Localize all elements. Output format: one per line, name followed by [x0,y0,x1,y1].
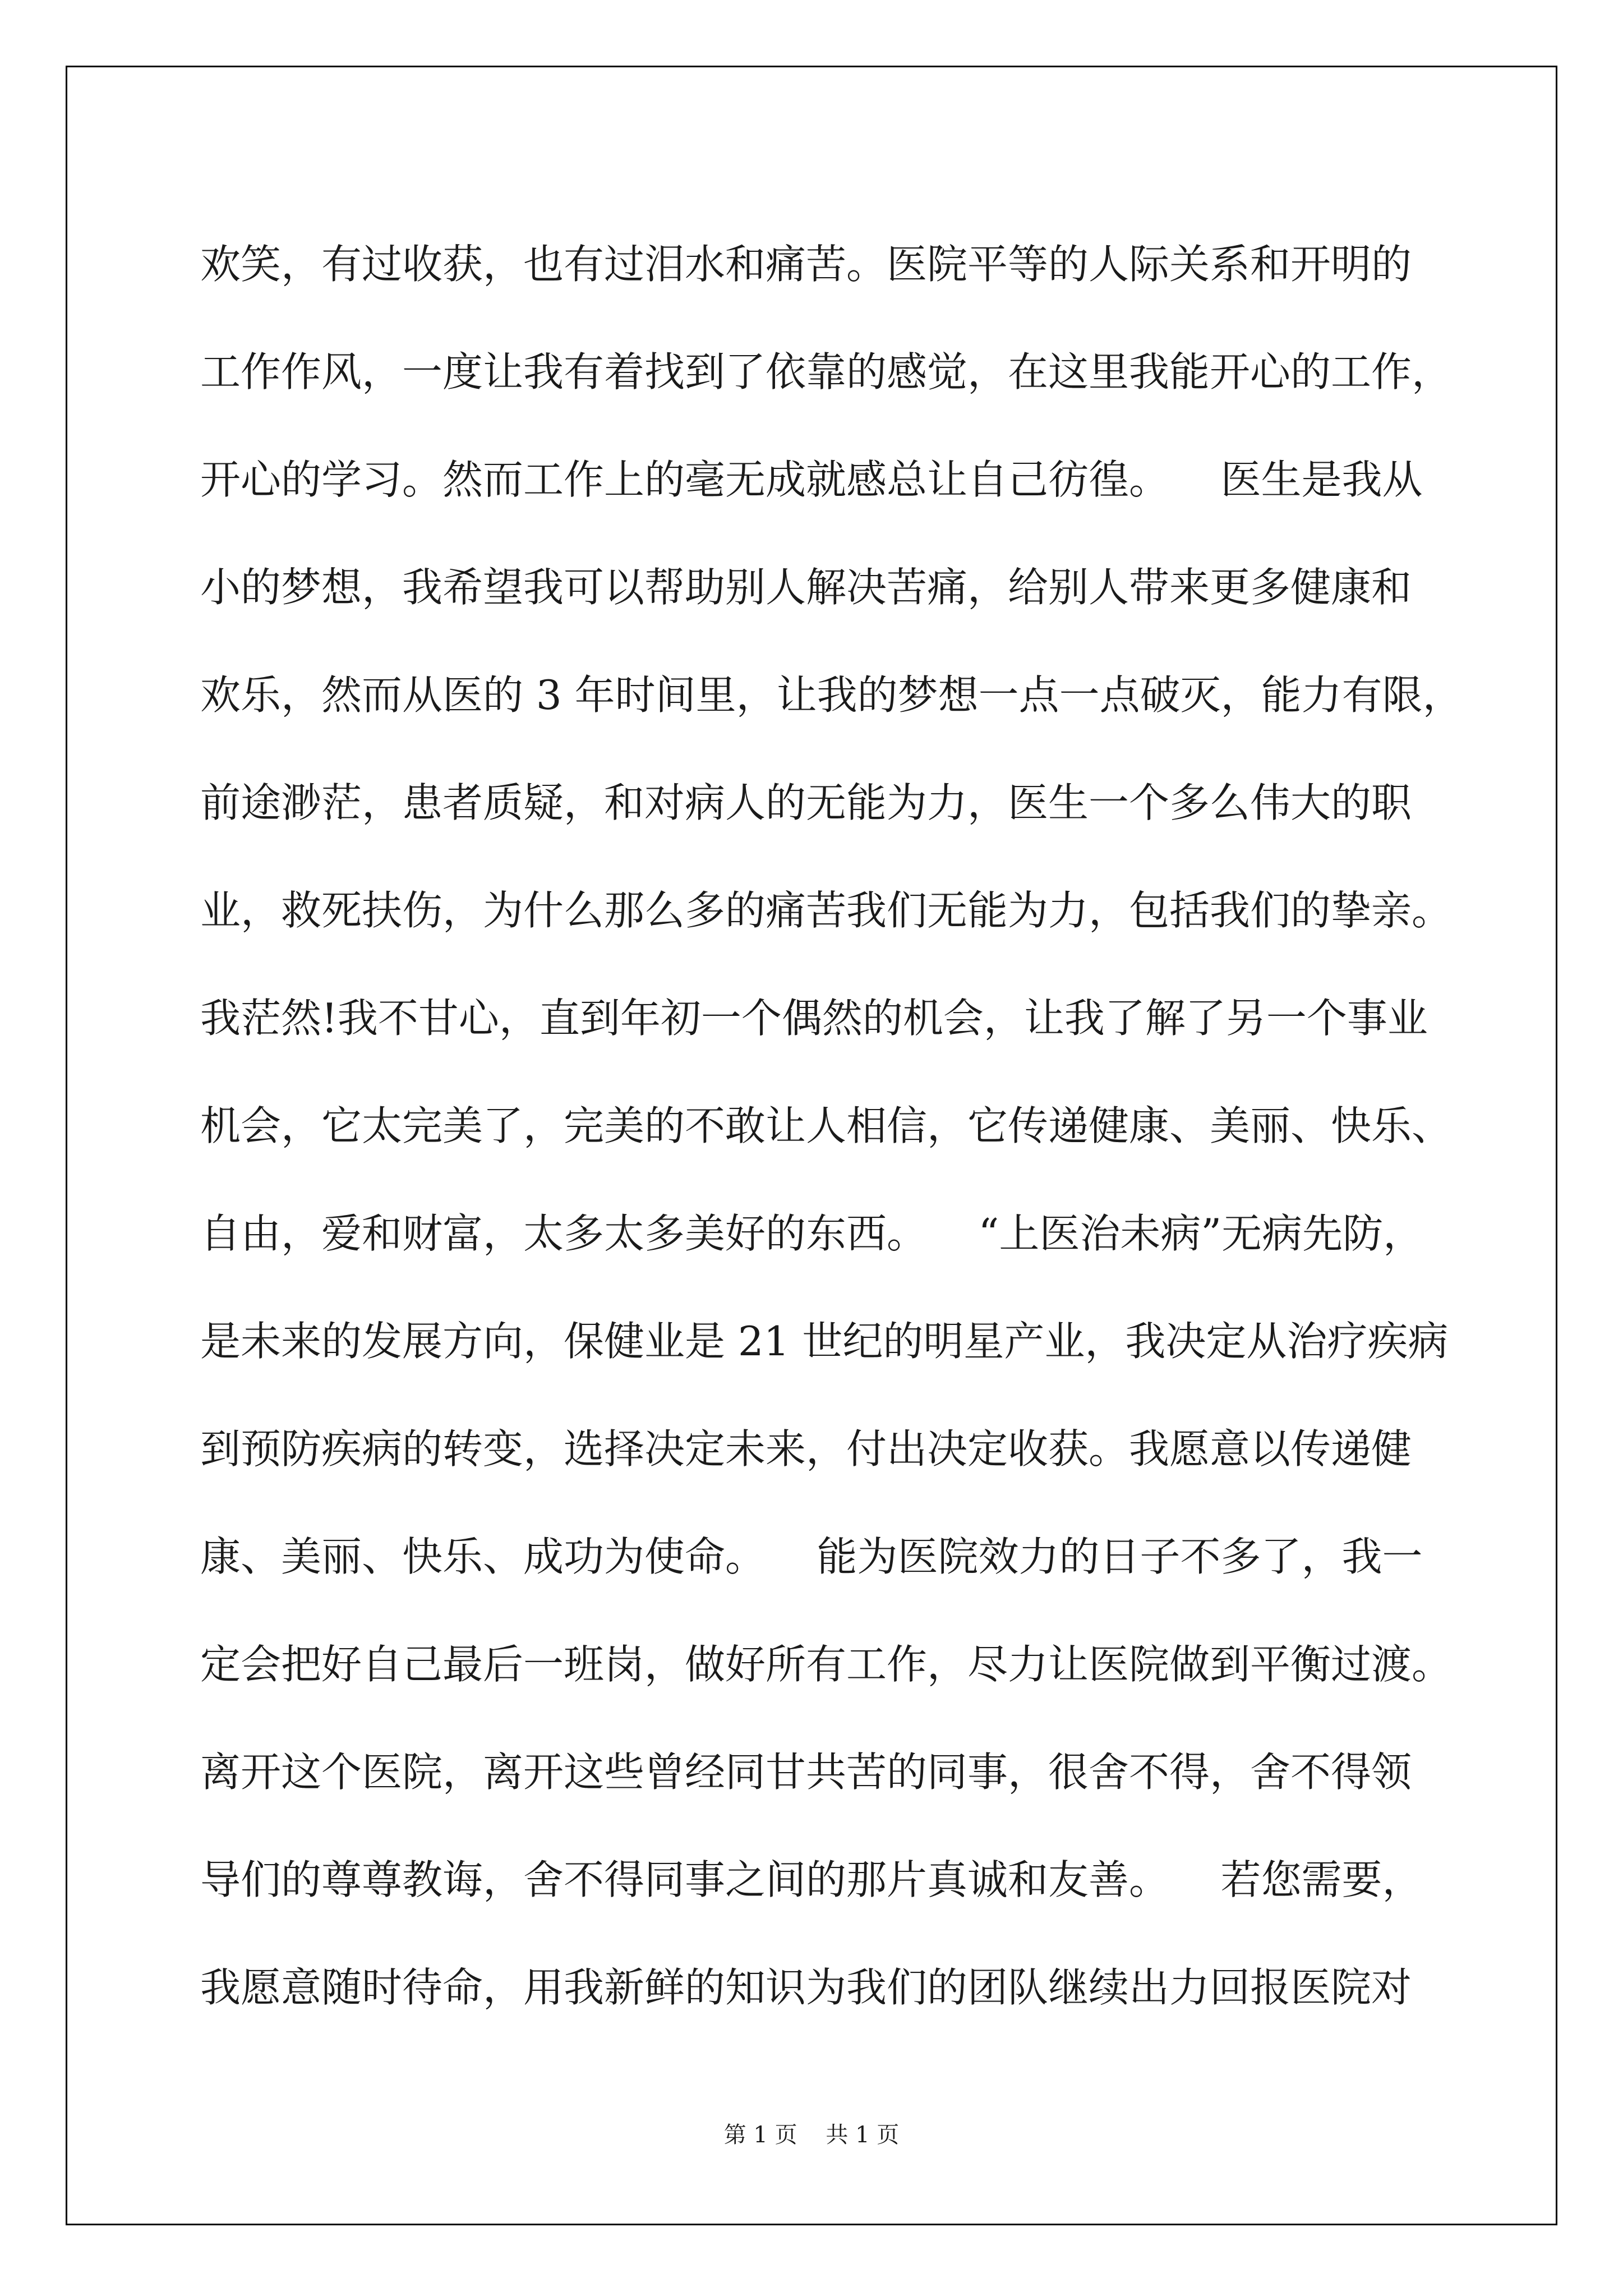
text-line: 前途渺茫，患者质疑，和对病人的无能为力，医生一个多么伟大的职 [200,779,1412,826]
text-line: 机会，它太完美了，完美的不敢让人相信，它传递健康、美丽、快乐、 [200,1102,1453,1149]
text-line: 到预防疾病的转变，选择决定未来，付出决定收获。我愿意以传递健 [200,1425,1412,1473]
text-line: 导们的尊尊教诲，舍不得同事之间的那片真诚和友善。 若您需要， [200,1856,1423,1903]
text-line: 是未来的发展方向，保健业是 21 世纪的明星产业，我决定从治疗疾病 [200,1318,1449,1365]
text-line: 我愿意随时待命，用我新鲜的知识为我们的团队继续出力回报医院对 [200,1964,1412,2011]
text-line: 自由，爱和财富，太多太多美好的东西。 “上医治未病”无病先防， [200,1210,1424,1257]
text-line: 工作作风，一度让我有着找到了依靠的感觉，在这里我能开心的工作， [200,348,1453,395]
text-line: 欢笑，有过收获，也有过泪水和痛苦。医院平等的人际关系和开明的 [200,241,1412,288]
text-line: 开心的学习。然而工作上的毫无成就感总让自己彷徨。 医生是我从 [200,456,1423,503]
document-body [200,210,1463,2041]
page-number-footer: 第 1 页 共 1 页 [723,2122,900,2148]
text-line: 业，救死扶伤，为什么那么多的痛苦我们无能为力，包括我们的挚亲。 [200,887,1453,934]
text-line: 康、美丽、快乐、成功为使命。 能为医院效力的日子不多了，我一 [200,1533,1423,1580]
text-line: 小的梦想，我希望我可以帮助别人解决苦痛，给别人带来更多健康和 [200,564,1412,611]
text-line: 我茫然!我不甘心，直到年初一个偶然的机会，让我了解了另一个事业 [200,995,1428,1042]
text-line: 离开这个医院，离开这些曾经同甘共苦的同事，很舍不得，舍不得领 [200,1749,1412,1796]
text-line: 欢乐，然而从医的 3 年时间里，让我的梦想一点一点破灭，能力有限， [200,671,1463,719]
text-line: 定会把好自己最后一班岗，做好所有工作，尽力让医院做到平衡过渡。 [200,1641,1453,1688]
